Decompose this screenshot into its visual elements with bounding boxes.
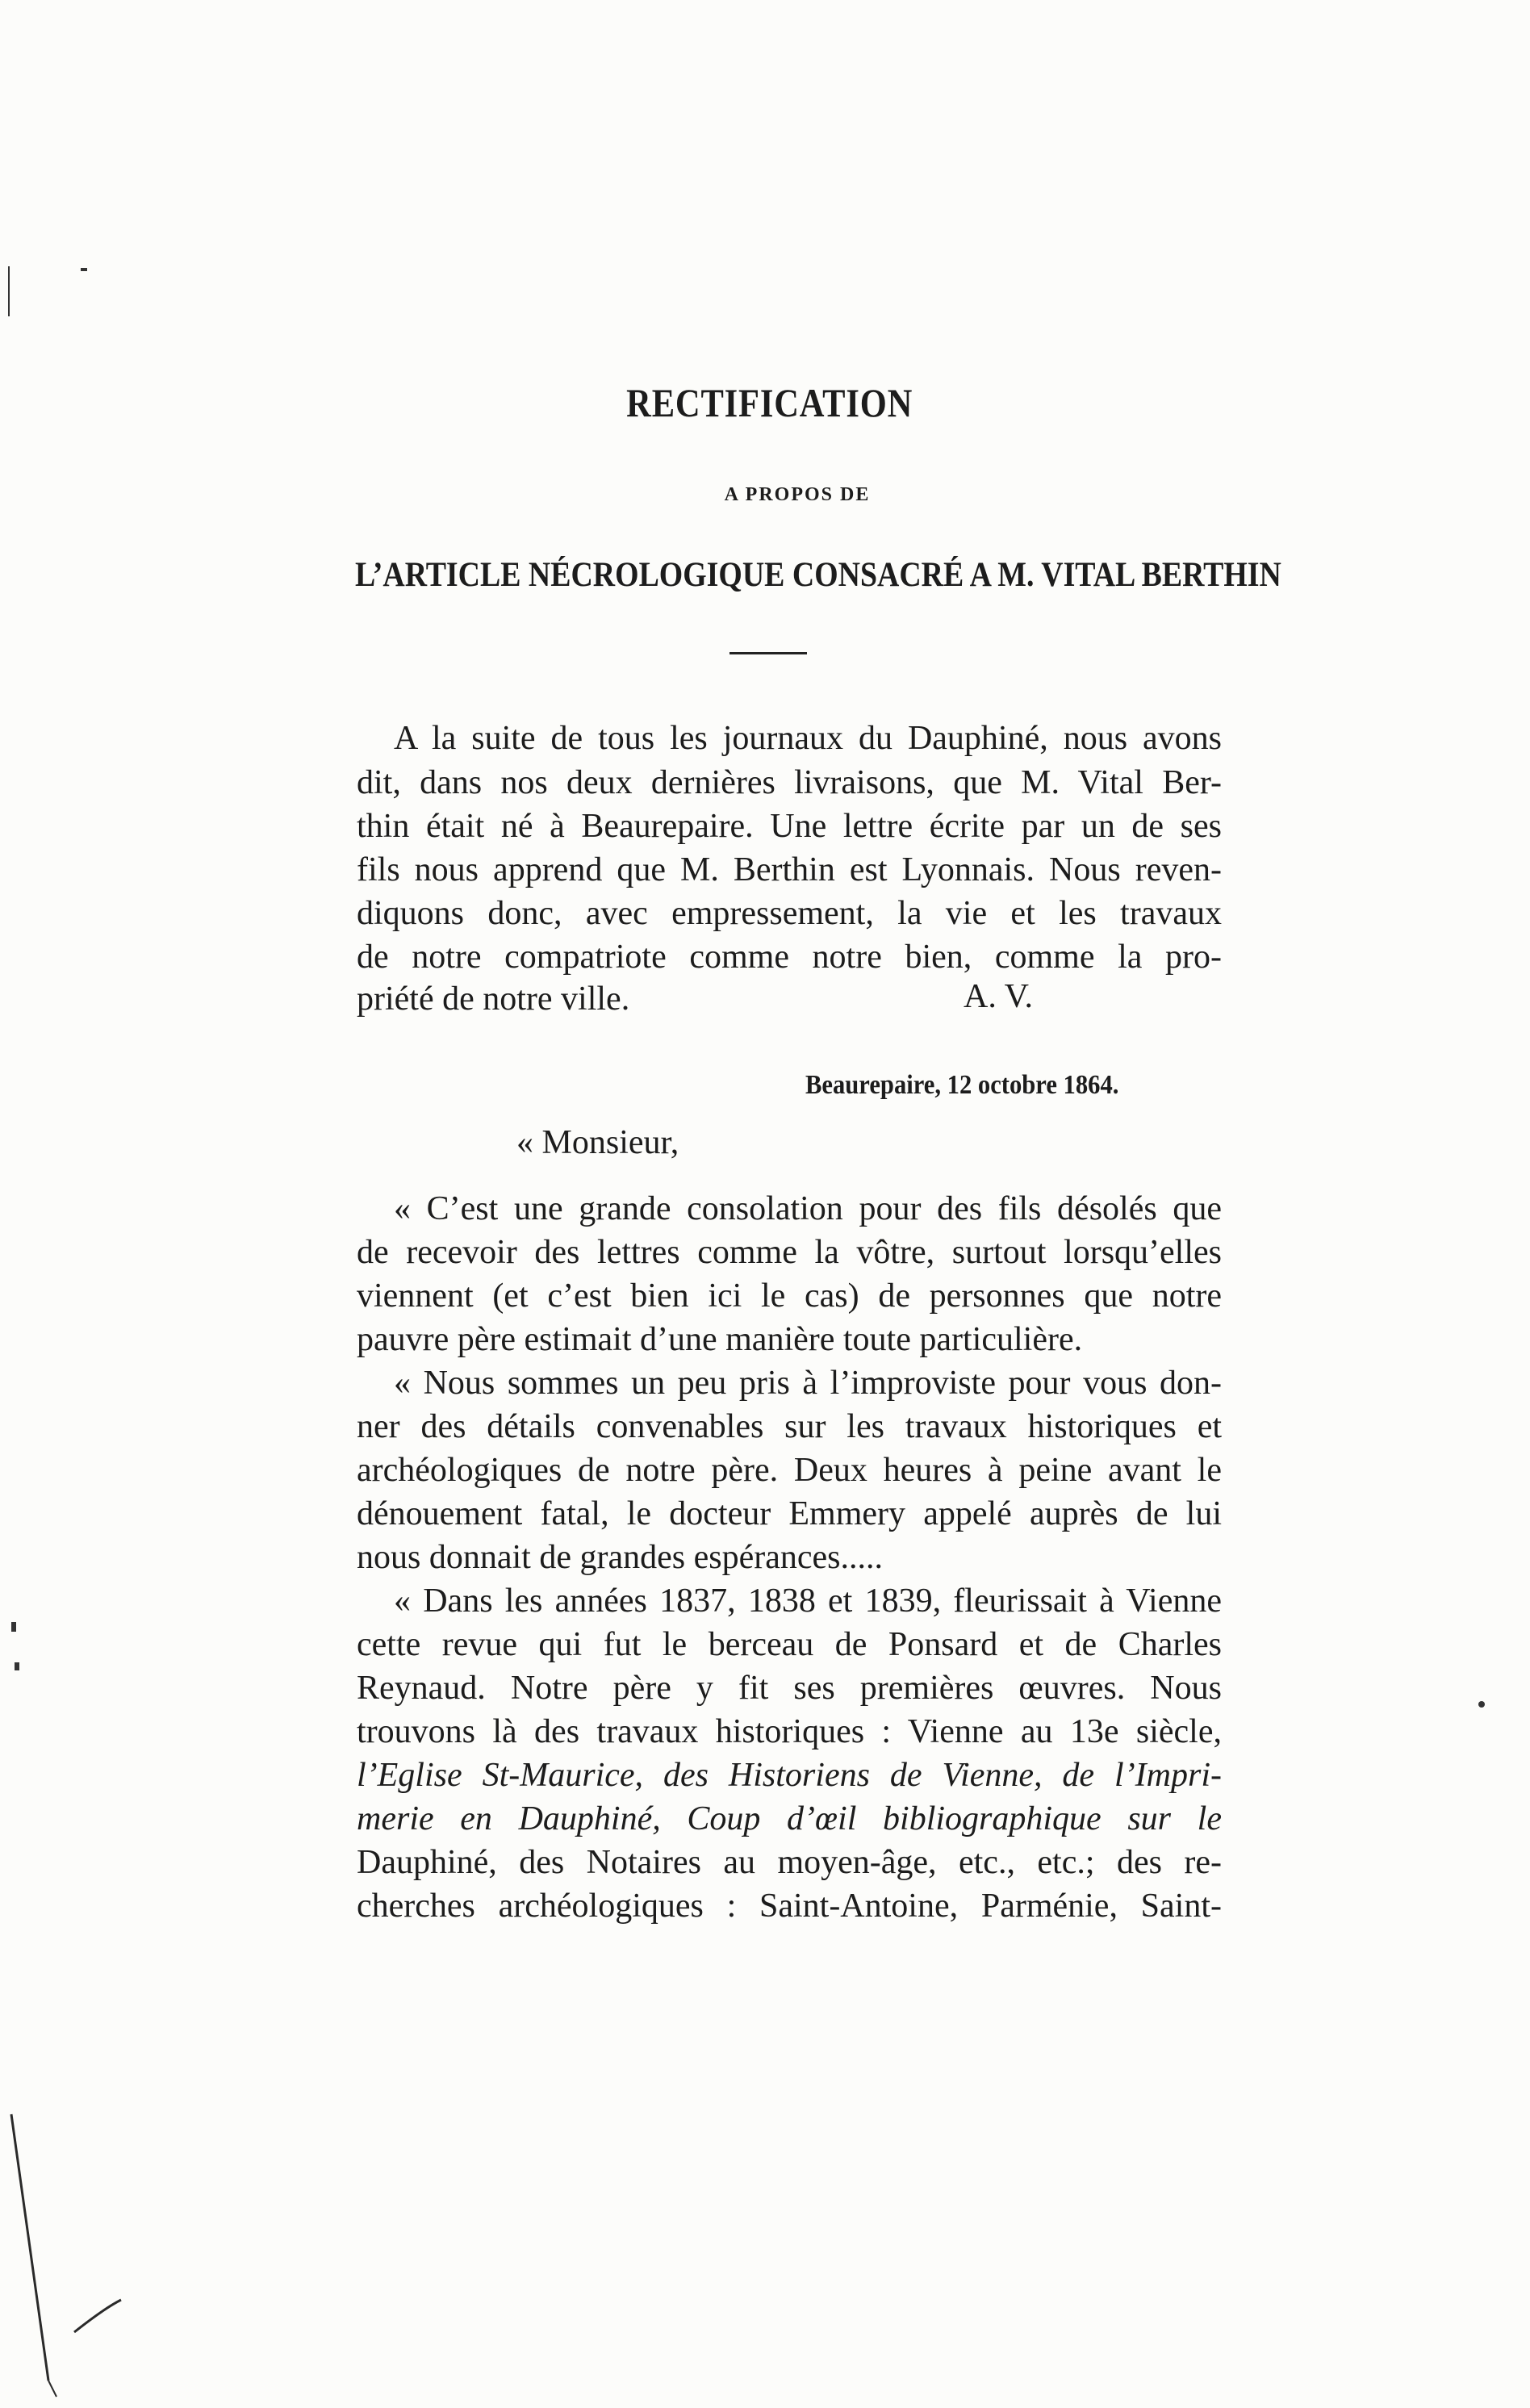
- edge-stroke: [74, 2300, 121, 2332]
- intro-line: A la suite de tous les journaux du Dauphiné, nous avons: [394, 720, 1222, 757]
- letter-line: ner des détails convenables sur les travaux historiques et: [357, 1408, 1222, 1445]
- letter-line: « C’est une grande consolation pour des fils désolés que: [394, 1190, 1222, 1227]
- article-heading: L’ARTICLE NÉCROLOGIQUE CONSACRÉ A M. VITAL BERTHIN: [355, 556, 1281, 594]
- letter-line: nous donnait de grandes espérances.....: [357, 1539, 883, 1576]
- intro-line: de notre compatriote comme notre bien, comme la pro-: [357, 939, 1222, 976]
- edge-stroke: [48, 2381, 56, 2397]
- letter-line: trouvons là des travaux historiques : Vienne au 13e siècle,: [357, 1713, 1222, 1750]
- letter-line: Dauphiné, des Notaires au moyen-âge, etc., etc.; des re-: [357, 1844, 1222, 1881]
- letter-line: dénouement fatal, le docteur Emmery appelé auprès de lui: [357, 1495, 1222, 1532]
- letter-salutation: « Monsieur,: [516, 1124, 679, 1161]
- letter-line: de recevoir des lettres comme la vôtre, surtout lorsqu’elles: [357, 1234, 1222, 1271]
- intro-line: priété de notre ville.: [357, 980, 630, 1018]
- letter-line: « Nous sommes un peu pris à l’improviste pour vous don-: [394, 1365, 1222, 1402]
- letter-line: merie en Dauphiné, Coup d’œil bibliographique sur le: [357, 1800, 1222, 1837]
- intro-signature: A. V.: [964, 978, 1033, 1015]
- letter-line: « Dans les années 1837, 1838 et 1839, fleurissait à Vienne: [394, 1582, 1222, 1620]
- intro-line: diquons donc, avec empressement, la vie et les travaux: [357, 895, 1222, 932]
- intro-line: thin était né à Beaurepaire. Une lettre écrite par un de ses: [357, 808, 1222, 845]
- letter-line: cette revue qui fut le berceau de Ponsard et de Charles: [357, 1626, 1222, 1663]
- letter-line: cherches archéologiques : Saint-Antoine, Parménie, Saint-: [357, 1888, 1222, 1925]
- letter-line: archéologiques de notre père. Deux heures à peine avant le: [357, 1452, 1222, 1489]
- letter-line: l’Eglise St-Maurice, des Historiens de Vienne, de l’Impri-: [357, 1757, 1222, 1794]
- page-title: RECTIFICATION: [626, 380, 913, 425]
- letter-line: viennent (et c’est bien ici le cas) de personnes que notre: [357, 1277, 1222, 1315]
- letter-line: pauvre père estimait d’une manière toute particulière.: [357, 1321, 1083, 1358]
- letter-dateline: Beaurepaire, 12 octobre 1864.: [805, 1070, 1119, 1100]
- edge-stroke: [11, 2114, 48, 2381]
- intro-line: fils nous apprend que M. Berthin est Lyonnais. Nous reven-: [357, 851, 1222, 888]
- intro-line: dit, dans nos deux dernières livraisons, que M. Vital Ber-: [357, 764, 1222, 801]
- subtitle: A PROPOS DE: [724, 484, 871, 505]
- letter-line: Reynaud. Notre père y fit ses premières œuvres. Nous: [357, 1670, 1222, 1707]
